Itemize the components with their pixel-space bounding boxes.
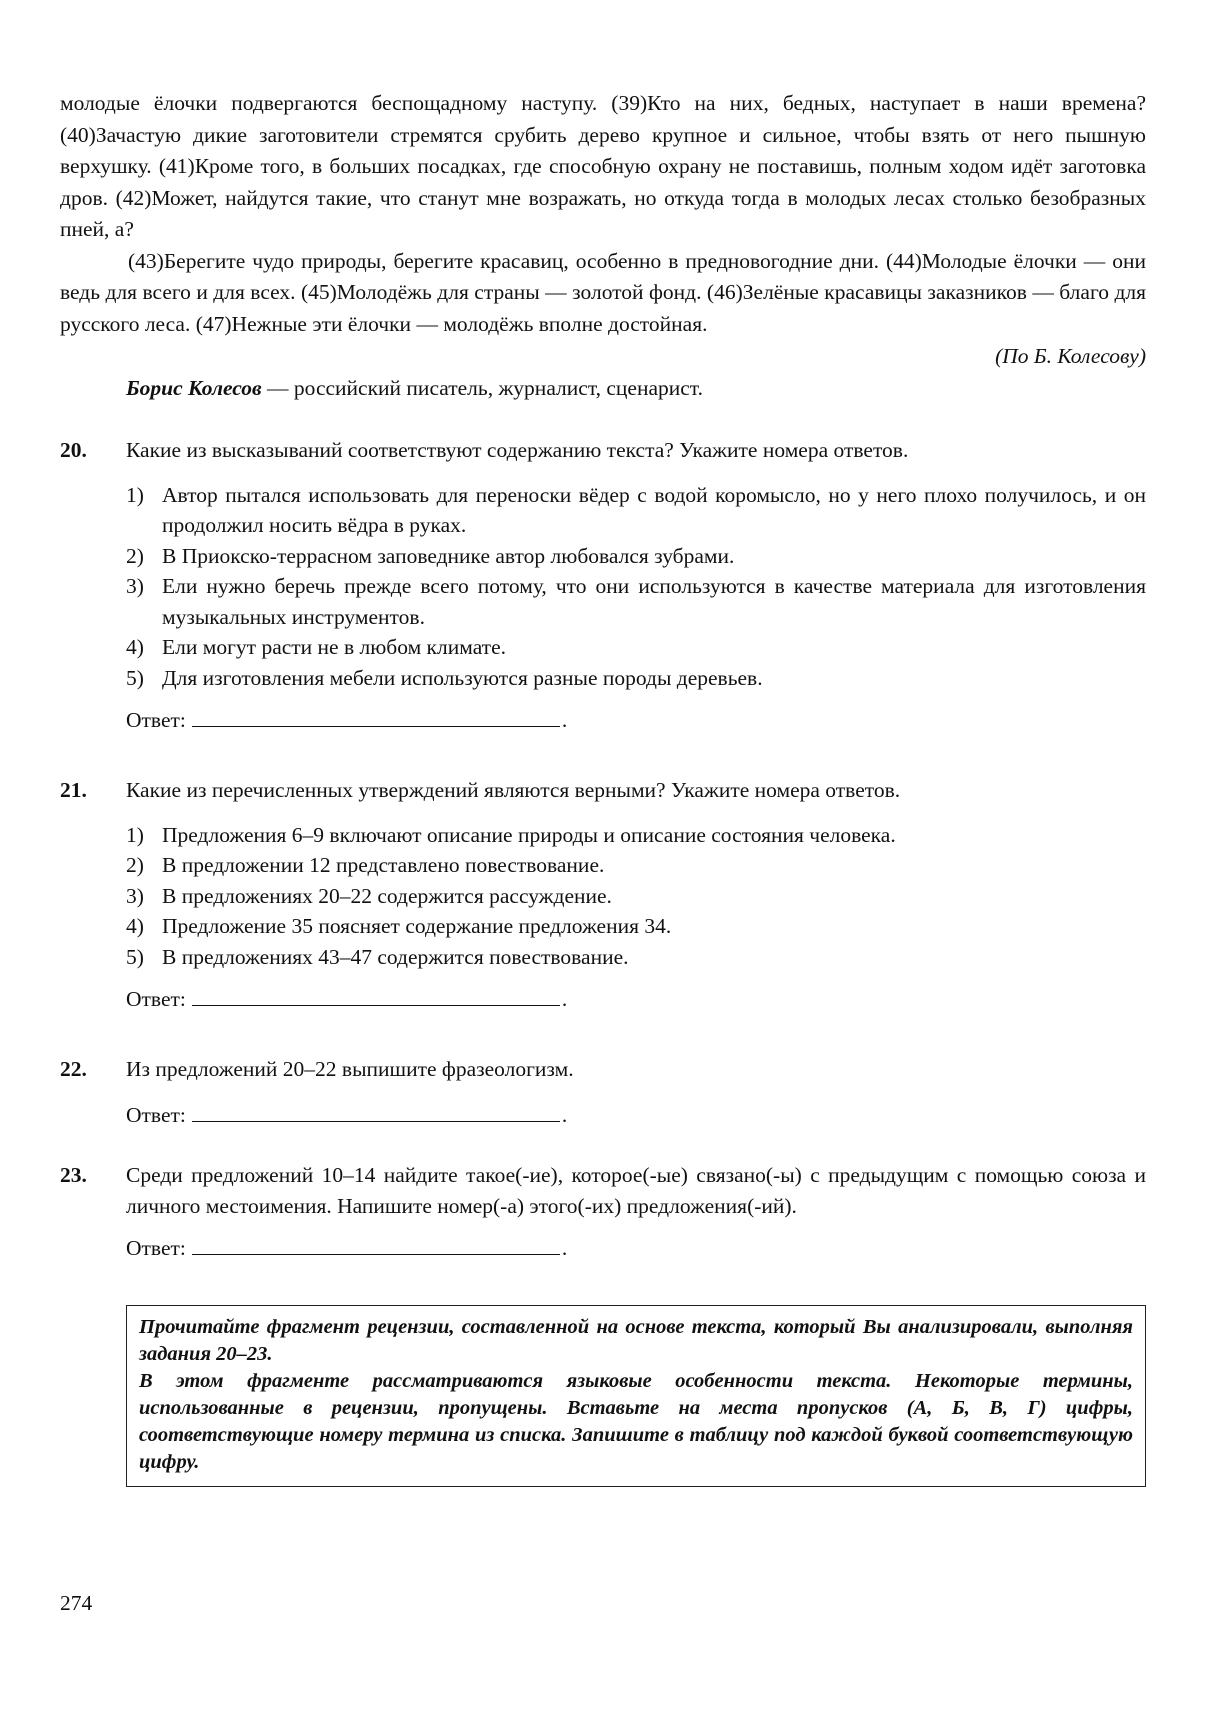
option-number: 1) (126, 822, 144, 847)
option-number: 4) (126, 635, 144, 659)
option-text: Предложения 6–9 включают описание природы и описание состояния человека. (162, 822, 896, 847)
answer-period: . (561, 1102, 568, 1127)
answer-row (126, 984, 1146, 1014)
author-description: — российский писатель, журналист, сценарист. (261, 376, 703, 400)
answer-row (126, 1100, 1146, 1130)
answer-period: . (561, 708, 568, 732)
answer-period: . (561, 987, 568, 1011)
task-21 (60, 775, 1146, 1014)
answer-field[interactable] (192, 1103, 560, 1122)
option-text: Для изготовления мебели используются разные породы деревьев. (162, 665, 763, 690)
option-number: 3) (126, 574, 144, 598)
answer-label: Ответ: (126, 1102, 186, 1127)
answer-period: . (561, 1235, 568, 1260)
instruction-line-1: Прочитайте фрагмент рецензии, составленной на основе текста, который Вы анализировали, выполняя задания 20–23. (139, 1315, 1133, 1365)
option-text: В предложении 12 представлено повествование. (162, 853, 605, 877)
answer-field[interactable] (192, 1236, 560, 1255)
task-question: Из предложений 20–22 выпишите фразеологизм. (126, 1057, 574, 1081)
page-content (60, 88, 1146, 1487)
task-number: 20. (60, 438, 87, 462)
option-text: Автор пытался использовать для переноски вёдер с водой коромысло, но у него плохо получилось, и он продолжил носить вёдра в руках. (162, 482, 1146, 537)
page-number: 274 (60, 1591, 93, 1615)
option-number: 5) (126, 665, 144, 690)
option-item (126, 911, 1146, 942)
answer-row (126, 1233, 1146, 1263)
option-text: В предложениях 43–47 содержится повествование. (162, 944, 629, 969)
options-list (126, 820, 1146, 973)
option-text: Ели нужно беречь прежде всего потому, что они используются в качестве материала для изготовления музыкальных инструментов. (162, 574, 1146, 629)
option-item (126, 571, 1146, 632)
option-item (126, 850, 1146, 881)
option-number: 2) (126, 543, 144, 568)
instruction-box (126, 1305, 1146, 1487)
author-name: Борис Колесов (126, 376, 262, 400)
option-text: Предложение 35 поясняет содержание предложения 34. (162, 914, 672, 938)
answer-field[interactable] (192, 987, 560, 1006)
answer-label: Ответ: (126, 987, 186, 1011)
answer-field[interactable] (192, 708, 560, 727)
option-item (126, 942, 1146, 973)
option-number: 4) (126, 914, 144, 938)
option-item (126, 820, 1146, 851)
task-number: 22. (60, 1057, 87, 1081)
option-text: В предложениях 20–22 содержится рассуждение. (162, 883, 612, 908)
option-text: В Приокско-террасном заповеднике автор любовался зубрами. (162, 543, 735, 568)
option-text: Ели могут расти не в любом климате. (162, 635, 506, 659)
task-23 (60, 1160, 1146, 1263)
option-number: 3) (126, 883, 144, 908)
author-note (126, 372, 1146, 404)
option-number: 1) (126, 482, 144, 507)
task-number: 23. (60, 1162, 87, 1187)
task-question: Какие из перечисленных утверждений являются верными? Укажите номера ответов. (126, 778, 901, 802)
instruction-line-2: В этом фрагменте рассматриваются языковые особенности текста. Некоторые термины, использованные в рецензии, пропущены. Вставьте на места пропусков (А, Б, В, Г) цифры, соответствующие номеру термина из списка. Запишите в таблицу под каждой буквой соответствующую цифру. (139, 1369, 1133, 1473)
option-item (126, 663, 1146, 694)
options-list (126, 480, 1146, 694)
option-item (126, 632, 1146, 663)
task-22 (60, 1054, 1146, 1130)
answer-row (126, 705, 1146, 735)
option-number: 2) (126, 853, 144, 877)
task-number: 21. (60, 778, 87, 802)
text-paragraph-2: (43)Берегите чудо природы, берегите красавиц, особенно в предновогодние дни. (44)Молодые ёлочки — они ведь для всего и для всех. (45)Молодёжь для страны — золотой фонд. (46)Зелёные красавицы заказников — благо для русского леса. (47)Нежные эти ёлочки — молодёжь вполне достойная. (60, 248, 1146, 336)
text-paragraph-1: молодые ёлочки подвергаются беспощадному наступу. (39)Кто на них, бедных, наступает в наши времена? (40)Зачастую дикие заготовители стремятся срубить дерево крупное и сильное, чтобы взять от него пышную верхушку. (41)Кроме того, в больших посадках, где способную охрану не поставишь, полным ходом идёт заготовка дров. (42)Может, найдутся такие, что станут мне возражать, но откуда тогда в молодых лесах столько безобразных пней, а? (60, 91, 1146, 241)
task-20 (60, 435, 1146, 735)
option-item (126, 541, 1146, 572)
option-number: 5) (126, 944, 144, 969)
task-question: Среди предложений 10–14 найдите такое(-ие), которое(-ые) связано(-ы) с предыдущим с помощью союза и личного местоимения. Напишите номер(-а) этого(-их) предложения(-ий). (126, 1162, 1146, 1218)
answer-label: Ответ: (126, 708, 186, 732)
task-question: Какие из высказываний соответствуют содержанию текста? Укажите номера ответов. (126, 438, 909, 462)
option-item (126, 480, 1146, 541)
answer-label: Ответ: (126, 1235, 186, 1260)
option-item (126, 881, 1146, 912)
text-attribution: (По Б. Колесову) (995, 344, 1146, 368)
